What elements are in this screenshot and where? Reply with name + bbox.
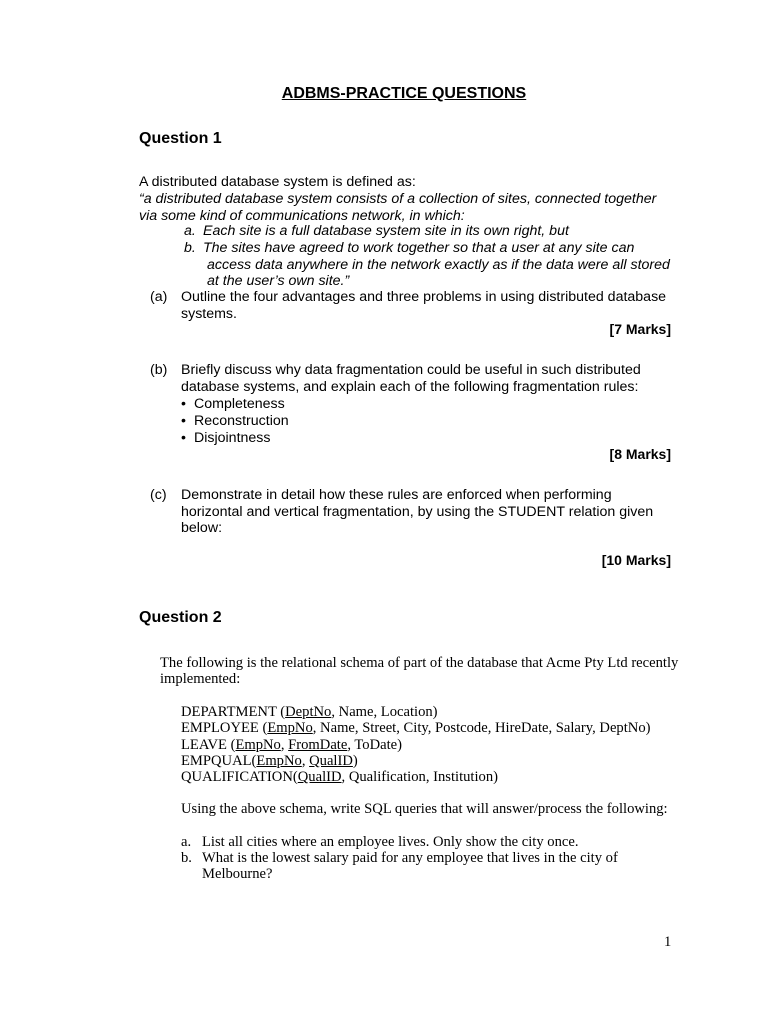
part-b-line-2: database systems, and explain each of the following fragmentation rules: (181, 379, 639, 395)
relation-attributes: , ToDate) (347, 737, 402, 753)
part-b-label: (b) (150, 362, 168, 378)
relation-attributes: , Qualification, Institution) (341, 769, 498, 785)
q1-quote-line-1: “a distributed database system consists of a collection of sites, connected together (139, 191, 657, 207)
q1-item-a-label: a. (184, 223, 196, 239)
bullet-dot-icon: • (181, 396, 186, 412)
part-a-label: (a) (150, 289, 168, 305)
primary-key: QualID (297, 769, 342, 785)
schema-empqual (181, 753, 358, 770)
part-b-marks: [8 Marks] (609, 446, 671, 462)
q2-item-b-label: b. (181, 850, 192, 866)
part-c-label: (c) (150, 487, 167, 503)
part-c-line-3: below: (181, 520, 223, 536)
q2-item-a: List all cities where an employee lives. Only show the city once. (202, 834, 579, 850)
schema-qualification (181, 769, 498, 786)
bullet-item (181, 430, 271, 447)
bullet-text: Reconstruction (194, 413, 289, 429)
bullet-item (181, 413, 289, 430)
relation-attributes: ) (352, 753, 358, 769)
part-c-marks: [10 Marks] (601, 552, 671, 568)
part-c-line-2: horizontal and vertical fragmentation, by using the STUDENT relation given (181, 504, 654, 520)
relation-name: LEAVE ( (181, 737, 236, 753)
q2-intro-line-1: The following is the relational schema of part of the database that Acme Pty Ltd recently (160, 655, 679, 671)
primary-key: EmpNo (256, 753, 302, 769)
schema-leave (181, 737, 402, 754)
primary-key: FromDate (288, 737, 348, 753)
question-1-heading: Question 1 (139, 130, 222, 147)
q1-quote-line-2: via some kind of communications network, in which: (139, 208, 465, 224)
relation-attributes: , Name, Location) (331, 704, 438, 720)
q2-instruction: Using the above schema, write SQL queries that will answer/process the following: (181, 801, 668, 817)
key-separator: , (301, 753, 310, 769)
page-number: 1 (664, 934, 672, 950)
q2-intro-line-2: implemented: (160, 671, 241, 687)
bullet-text: Completeness (194, 396, 285, 412)
relation-name: EMPQUAL( (181, 753, 257, 769)
relation-name: EMPLOYEE ( (181, 720, 268, 736)
q1-item-b-line-2: access data anywhere in the network exactly as if the data were all stored (207, 257, 670, 273)
q1-item-a: Each site is a full database system site in its own right, but (203, 223, 569, 239)
key-separator: , (280, 737, 289, 753)
q2-item-b-line-1: What is the lowest salary paid for any employee that lives in the city of (202, 850, 618, 866)
bullet-dot-icon: • (181, 413, 186, 429)
primary-key: DeptNo (285, 704, 332, 720)
bullet-text: Disjointness (194, 430, 271, 446)
schema-department (181, 704, 438, 721)
bullet-item (181, 396, 285, 413)
q1-item-b-label: b. (184, 240, 196, 256)
part-a-marks: [7 Marks] (609, 321, 671, 337)
bullet-dot-icon: • (181, 430, 186, 446)
relation-attributes: , Name, Street, City, Postcode, HireDate, Salary, DeptNo) (312, 720, 651, 736)
primary-key: QualID (309, 753, 353, 769)
q1-item-b-line-3: at the user’s own site.” (207, 273, 350, 289)
schema-employee (181, 720, 650, 737)
part-b-line-1: Briefly discuss why data fragmentation could be useful in such distributed (181, 362, 641, 378)
relation-name: DEPARTMENT ( (181, 704, 286, 720)
part-a-line-2: systems. (181, 306, 237, 322)
relation-name: QUALIFICATION( (181, 769, 298, 785)
q2-item-b-line-2: Melbourne? (202, 866, 273, 882)
part-a-line-1: Outline the four advantages and three problems in using distributed database (181, 289, 667, 305)
document-title: ADBMS-PRACTICE QUESTIONS (281, 85, 527, 102)
q1-intro: A distributed database system is defined as: (139, 174, 416, 190)
primary-key: EmpNo (235, 737, 281, 753)
part-c-line-1: Demonstrate in detail how these rules are enforced when performing (181, 487, 612, 503)
q2-item-a-label: a. (181, 834, 192, 850)
primary-key: EmpNo (267, 720, 313, 736)
q1-item-b-line-1: The sites have agreed to work together so that a user at any site can (203, 240, 635, 256)
question-2-heading: Question 2 (139, 609, 222, 626)
